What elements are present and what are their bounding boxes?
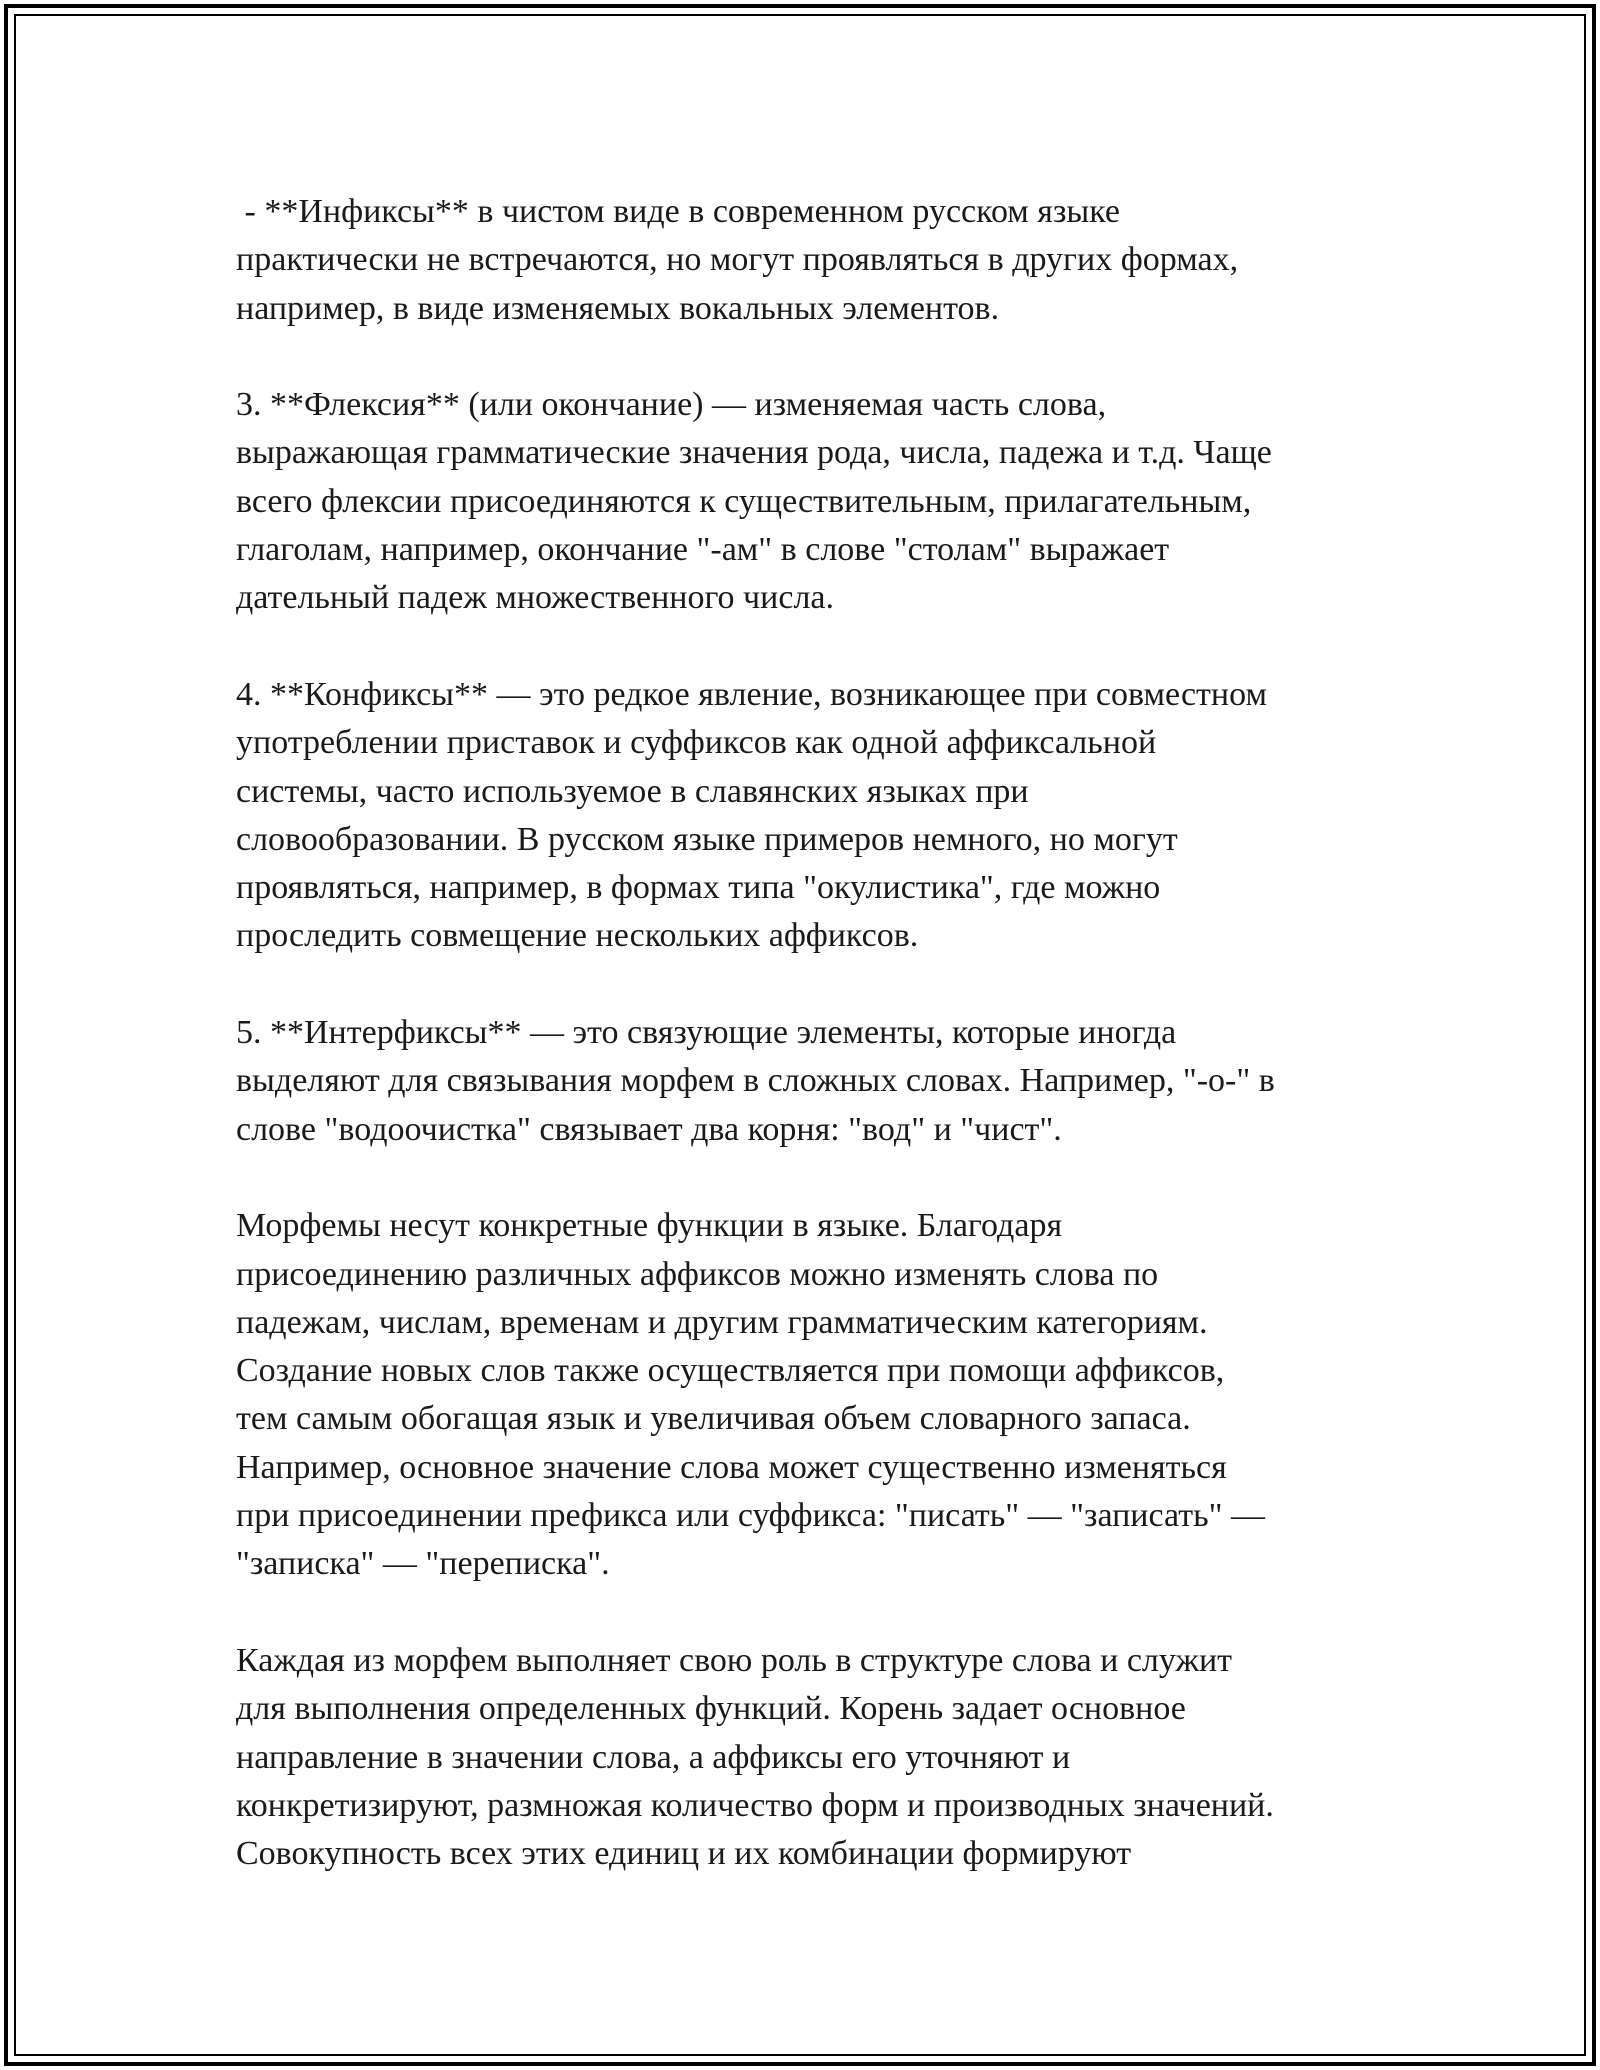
paragraph-confixes: 4. **Конфиксы** — это редкое явление, возникающее при совместном употреблении приставок и суффиксов как одной аффиксальной системы, часто используемое в славянских языках при словообразовании. В русском языке примеров немного, но могут проявляться, например, в формах типа "окулистика", где можно проследить совмещение нескольких аффиксов. <box>236 675 1267 955</box>
paragraph-interfixes: 5. **Интерфиксы** — это связующие элементы, которые иногда выделяют для связывания морфем в сложных словах. Например, "-о-" в слове "водоочистка" связывает два корня: "вод" и "чист". <box>236 1014 1275 1148</box>
paragraph-morpheme-functions: Морфемы несут конкретные функции в языке. Благодаря присоединению различных аффиксов можно изменять слова по падежам, числам, временам и другим грамматическим категориям. Создание новых слов также осуществляется при помощи аффиксов, тем самым обогащая язык и увеличивая объем словарного запаса. Например, основное значение слова может существенно изменяться при присоединении префикса или суффикса: "писать" — "записать" — "записка" — "переписка". <box>236 1207 1265 1583</box>
paragraph-flexion: 3. **Флексия** (или окончание) — изменяемая часть слова, выражающая грамматические значения рода, числа, падежа и т.д. Чаще всего флексии присоединяются к существительным, прилагательным, глаголам, например, окончание "-ам" в слове "столам" выражает дательный падеж множественного числа. <box>236 386 1272 617</box>
document-body <box>236 188 1376 1927</box>
paragraph-morpheme-roles: Каждая из морфем выполняет свою роль в структуре слова и служит для выполнения определенных функций. Корень задает основное направление в значении слова, а аффиксы его уточняют и конкретизируют, размножая количество форм и производных значений. Совокупность всех этих единиц и их комбинации формируют <box>236 1641 1274 1873</box>
paragraph-infixes: - **Инфиксы** в чистом виде в современном русском языке практически не встречаются, но могут проявляться в других формах, например, в виде изменяемых вокальных элементов. <box>236 193 1239 327</box>
